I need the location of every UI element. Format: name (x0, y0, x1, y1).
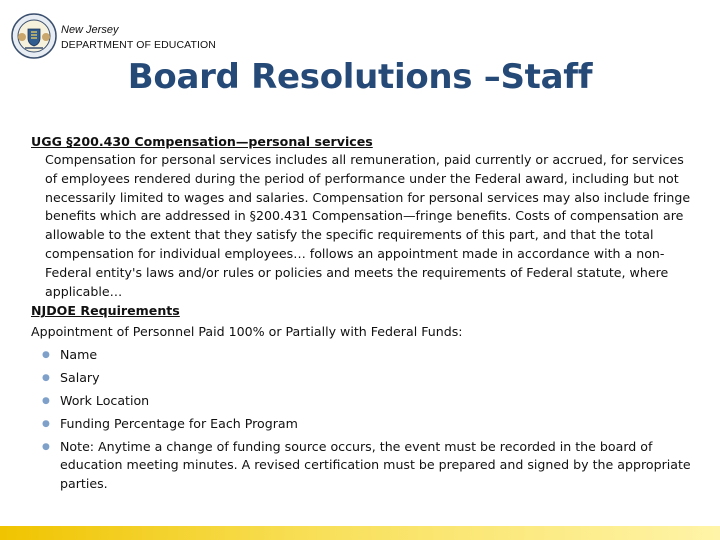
state-seal-icon (11, 13, 57, 59)
appointment-intro: Appointment of Personnel Paid 100% or Partially with Federal Funds: (31, 324, 463, 340)
bullet-icon: ● (42, 349, 50, 360)
section-heading-njdoe: NJDOE Requirements (31, 303, 180, 319)
org-name-line1: New Jersey (61, 24, 119, 36)
slide-content (31, 132, 691, 494)
list-item: ● Salary (31, 369, 691, 388)
bullet-icon: ● (42, 418, 50, 429)
bullet-icon: ● (42, 441, 50, 452)
list-item: ● Note: Anytime a change of funding source occurs, the event must be recorded in the board of education meeting minutes. A revised certification must be prepared and signed by the appropriate parties. (42, 438, 691, 492)
bullet-icon: ● (42, 395, 50, 406)
bullet-icon: ● (42, 372, 50, 383)
list-item: ● Work Location (31, 392, 691, 411)
footer-bar (0, 526, 720, 540)
list-item: ● Funding Percentage for Each Program (31, 415, 691, 434)
requirements-list (31, 346, 691, 494)
org-name-line2: DEPARTMENT OF EDUCATION (61, 39, 216, 51)
compensation-paragraph: Compensation for personal services includes all remuneration, paid currently or accrued, for services of employees rendered during the period of performance under the Federal award, including but not necessarily limited to wages and salaries. Compensation for personal services may also include fringe benefits which are addressed in §200.431 Compensation—fringe benefits. Costs of compensation are allowable to the extent that they satisfy the specific requirements of this part, and that the total compensation for individual employees… follows an appointment made in accordance with a non-Federal entity's laws and/or rules or policies and meets the requirements of Federal statute, where applicable… (45, 152, 691, 299)
section-heading-ugg: UGG §200.430 Compensation—personal services (31, 134, 373, 149)
list-item: ● Name (31, 346, 691, 365)
page-title: Board Resolutions –Staff (127, 57, 593, 97)
